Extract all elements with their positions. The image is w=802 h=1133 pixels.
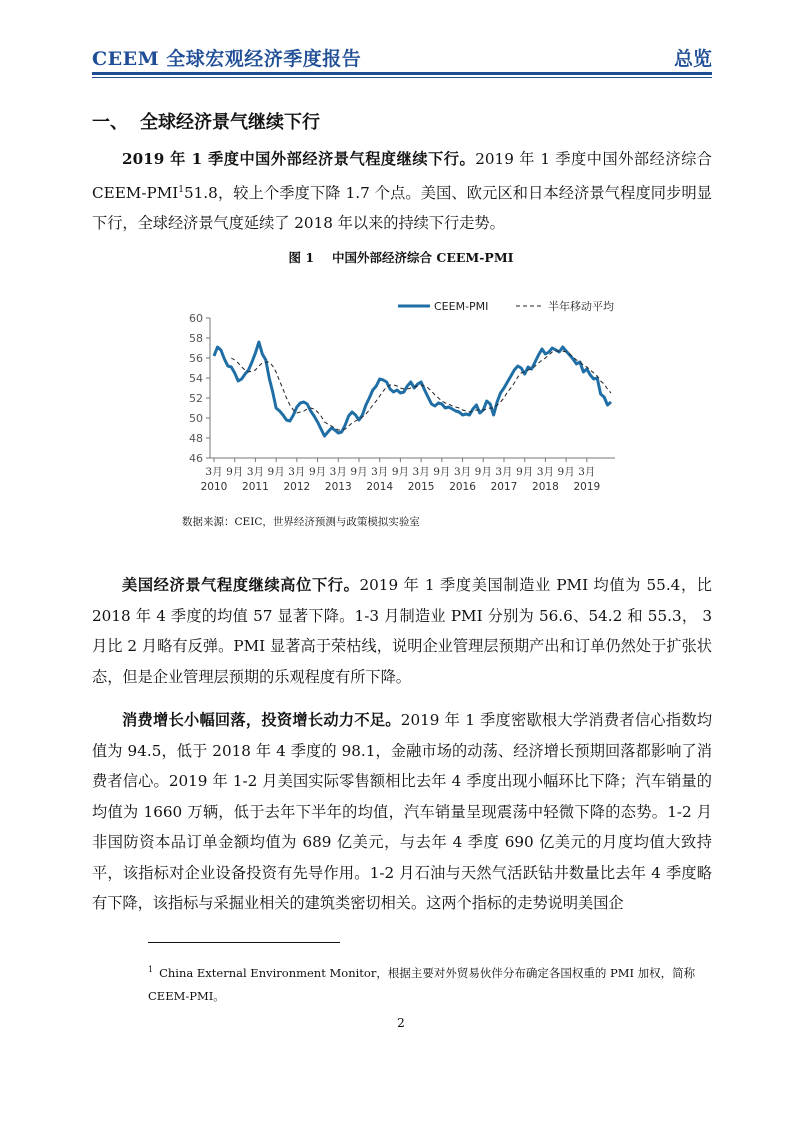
x-tick-label-month: 9月 <box>308 466 327 478</box>
x-tick-label-month: 9月 <box>267 466 285 478</box>
x-tick-label-year: 2018 <box>532 481 559 493</box>
paragraph-3-lead: 消费增长小幅回落，投资增长动力不足。 <box>122 711 401 729</box>
x-tick-label-month: 9月 <box>350 466 368 478</box>
x-tick-label-year: 2015 <box>407 481 435 493</box>
section-heading <box>92 108 320 134</box>
chart-axes <box>189 312 615 493</box>
x-tick-label-year: 2012 <box>283 481 311 493</box>
x-tick-label-month: 3月 <box>246 466 265 478</box>
x-tick-label-year: 2016 <box>449 481 476 493</box>
y-tick-label: 50 <box>189 412 203 425</box>
x-tick-label-year: 2014 <box>366 481 394 493</box>
chart-series <box>214 342 611 436</box>
y-tick-label: 60 <box>189 312 203 325</box>
series-line-ceem-pmi <box>214 342 611 436</box>
chart-legend <box>398 299 614 313</box>
x-tick-label-month: 9月 <box>474 466 492 478</box>
x-tick-label-month: 9月 <box>226 466 244 478</box>
y-tick-label: 46 <box>189 452 203 465</box>
series-line-moving-average <box>231 351 611 430</box>
legend-label-ceem-pmi: CEEM-PMI <box>434 300 489 313</box>
header-rule-thick <box>92 72 712 75</box>
section-title-text: 全球经济景气继续下行 <box>140 112 320 133</box>
legend-label-moving-average: 半年移动平均 <box>548 300 614 313</box>
x-tick-label-month: 3月 <box>288 466 306 478</box>
figure-source: 数据来源：CEIC，世界经济预测与政策模拟实验室 <box>182 516 420 528</box>
paragraph-3 <box>92 705 712 919</box>
paragraph-3-text: 2019 年 1 季度密歇根大学消费者信心指数均值为 94.5，低于 2018 年 4 季度的 98.1，金融市场的动荡、经济增长预期回落都影响了消费者信心。2019 年 1-2 月美国实际零售额相比去年 4 季度出现小幅环比下降；汽车销量的均值为 1660 万辆，低于去年下半年的均值，汽车销量呈现震荡中轻微下降的态势。1-2 月非国防资本品订单金额均值为 689 亿美元，与去年 4 季度 690 亿美元的月度均值大致持平，该指标对企业设备投资有先导作用。1-2 月石油与天然气活跃钻井数量比去年 4 季度略有下降，该指标与采掘业相关的建筑类密切相关。这两个指标的走势说明美国企 <box>92 711 713 912</box>
header-rule-thin <box>92 77 712 78</box>
y-tick-label: 52 <box>189 392 203 405</box>
footnote-ref[interactable]: 1 <box>178 184 184 195</box>
footnote <box>148 958 708 1008</box>
report-title: CEEM 全球宏观经济季度报告 <box>92 48 362 70</box>
x-tick-label-year: 2017 <box>490 481 518 493</box>
section-number: 一、 <box>92 112 128 133</box>
paragraph-1 <box>92 144 712 239</box>
pmi-line-chart <box>170 286 630 502</box>
footnote-mark: 1 <box>148 965 154 974</box>
paragraph-2-lead: 美国经济景气程度继续高位下行。 <box>122 576 360 594</box>
footnote-text: China External Environment Monitor，根据主要对外贸易伙伴分布确定各国权重的 PMI 加权，简称 CEEM-PMI。 <box>148 965 696 1003</box>
paragraph-1-lead: 2019 年 1 季度中国外部经济景气程度继续下行。 <box>122 150 476 168</box>
x-tick-label-month: 3月 <box>205 466 223 478</box>
paragraph-1-text-b: 51.8，较上个季度下降 1.7 个点。美国、欧元区和日本经济景气程度同步明显下行，全球经济景气度延续了 2018 年以来的持续下行走势。 <box>92 183 712 233</box>
footnote-rule <box>148 942 340 943</box>
x-tick-label-month: 3月 <box>536 466 555 478</box>
x-tick-label-month: 3月 <box>578 466 596 478</box>
x-tick-label-month: 3月 <box>329 466 347 478</box>
x-tick-label-month: 3月 <box>453 466 472 478</box>
x-tick-label-month: 9月 <box>557 466 575 478</box>
x-tick-label-month: 3月 <box>371 466 389 478</box>
y-tick-label: 48 <box>189 432 203 445</box>
y-tick-label: 56 <box>189 352 203 365</box>
page-number: 2 <box>397 1016 405 1030</box>
x-tick-label-month: 3月 <box>495 466 513 478</box>
figure-number: 图 1 <box>288 250 315 265</box>
figure-caption <box>0 248 802 266</box>
page-header <box>92 44 712 72</box>
section-label: 总览 <box>673 48 712 70</box>
y-tick-label: 54 <box>189 372 203 385</box>
paragraph-2-text: 2019 年 1 季度美国制造业 PMI 均值为 55.4，比 2018 年 4 季度的均值 57 显著下降。1-3 月制造业 PMI 分别为 56.6、54.2 和 55.3， 3 月比 2 月略有反弹。PMI 显著高于荣枯线，说明企业管理层预期产出和订单仍然处于扩张状态，但是企业管理层预期的乐观程度有所下降。 <box>92 576 712 686</box>
x-tick-label-month: 3月 <box>412 466 430 478</box>
x-tick-label-year: 2013 <box>324 481 352 493</box>
paragraph-2 <box>92 570 712 692</box>
x-tick-label-month: 9月 <box>433 466 451 478</box>
x-tick-label-year: 2010 <box>200 481 228 493</box>
paragraph-1-text-a: 2019 年 1 季度中国外部经济综合 CEEM-PMI <box>92 150 712 202</box>
x-tick-label-year: 2019 <box>573 481 601 493</box>
x-tick-label-year: 2011 <box>242 481 269 493</box>
figure-title: 中国外部经济综合 CEEM-PMI <box>332 250 514 265</box>
y-tick-label: 58 <box>189 332 203 345</box>
x-tick-label-month: 9月 <box>391 466 410 478</box>
x-tick-label-month: 9月 <box>516 466 534 478</box>
